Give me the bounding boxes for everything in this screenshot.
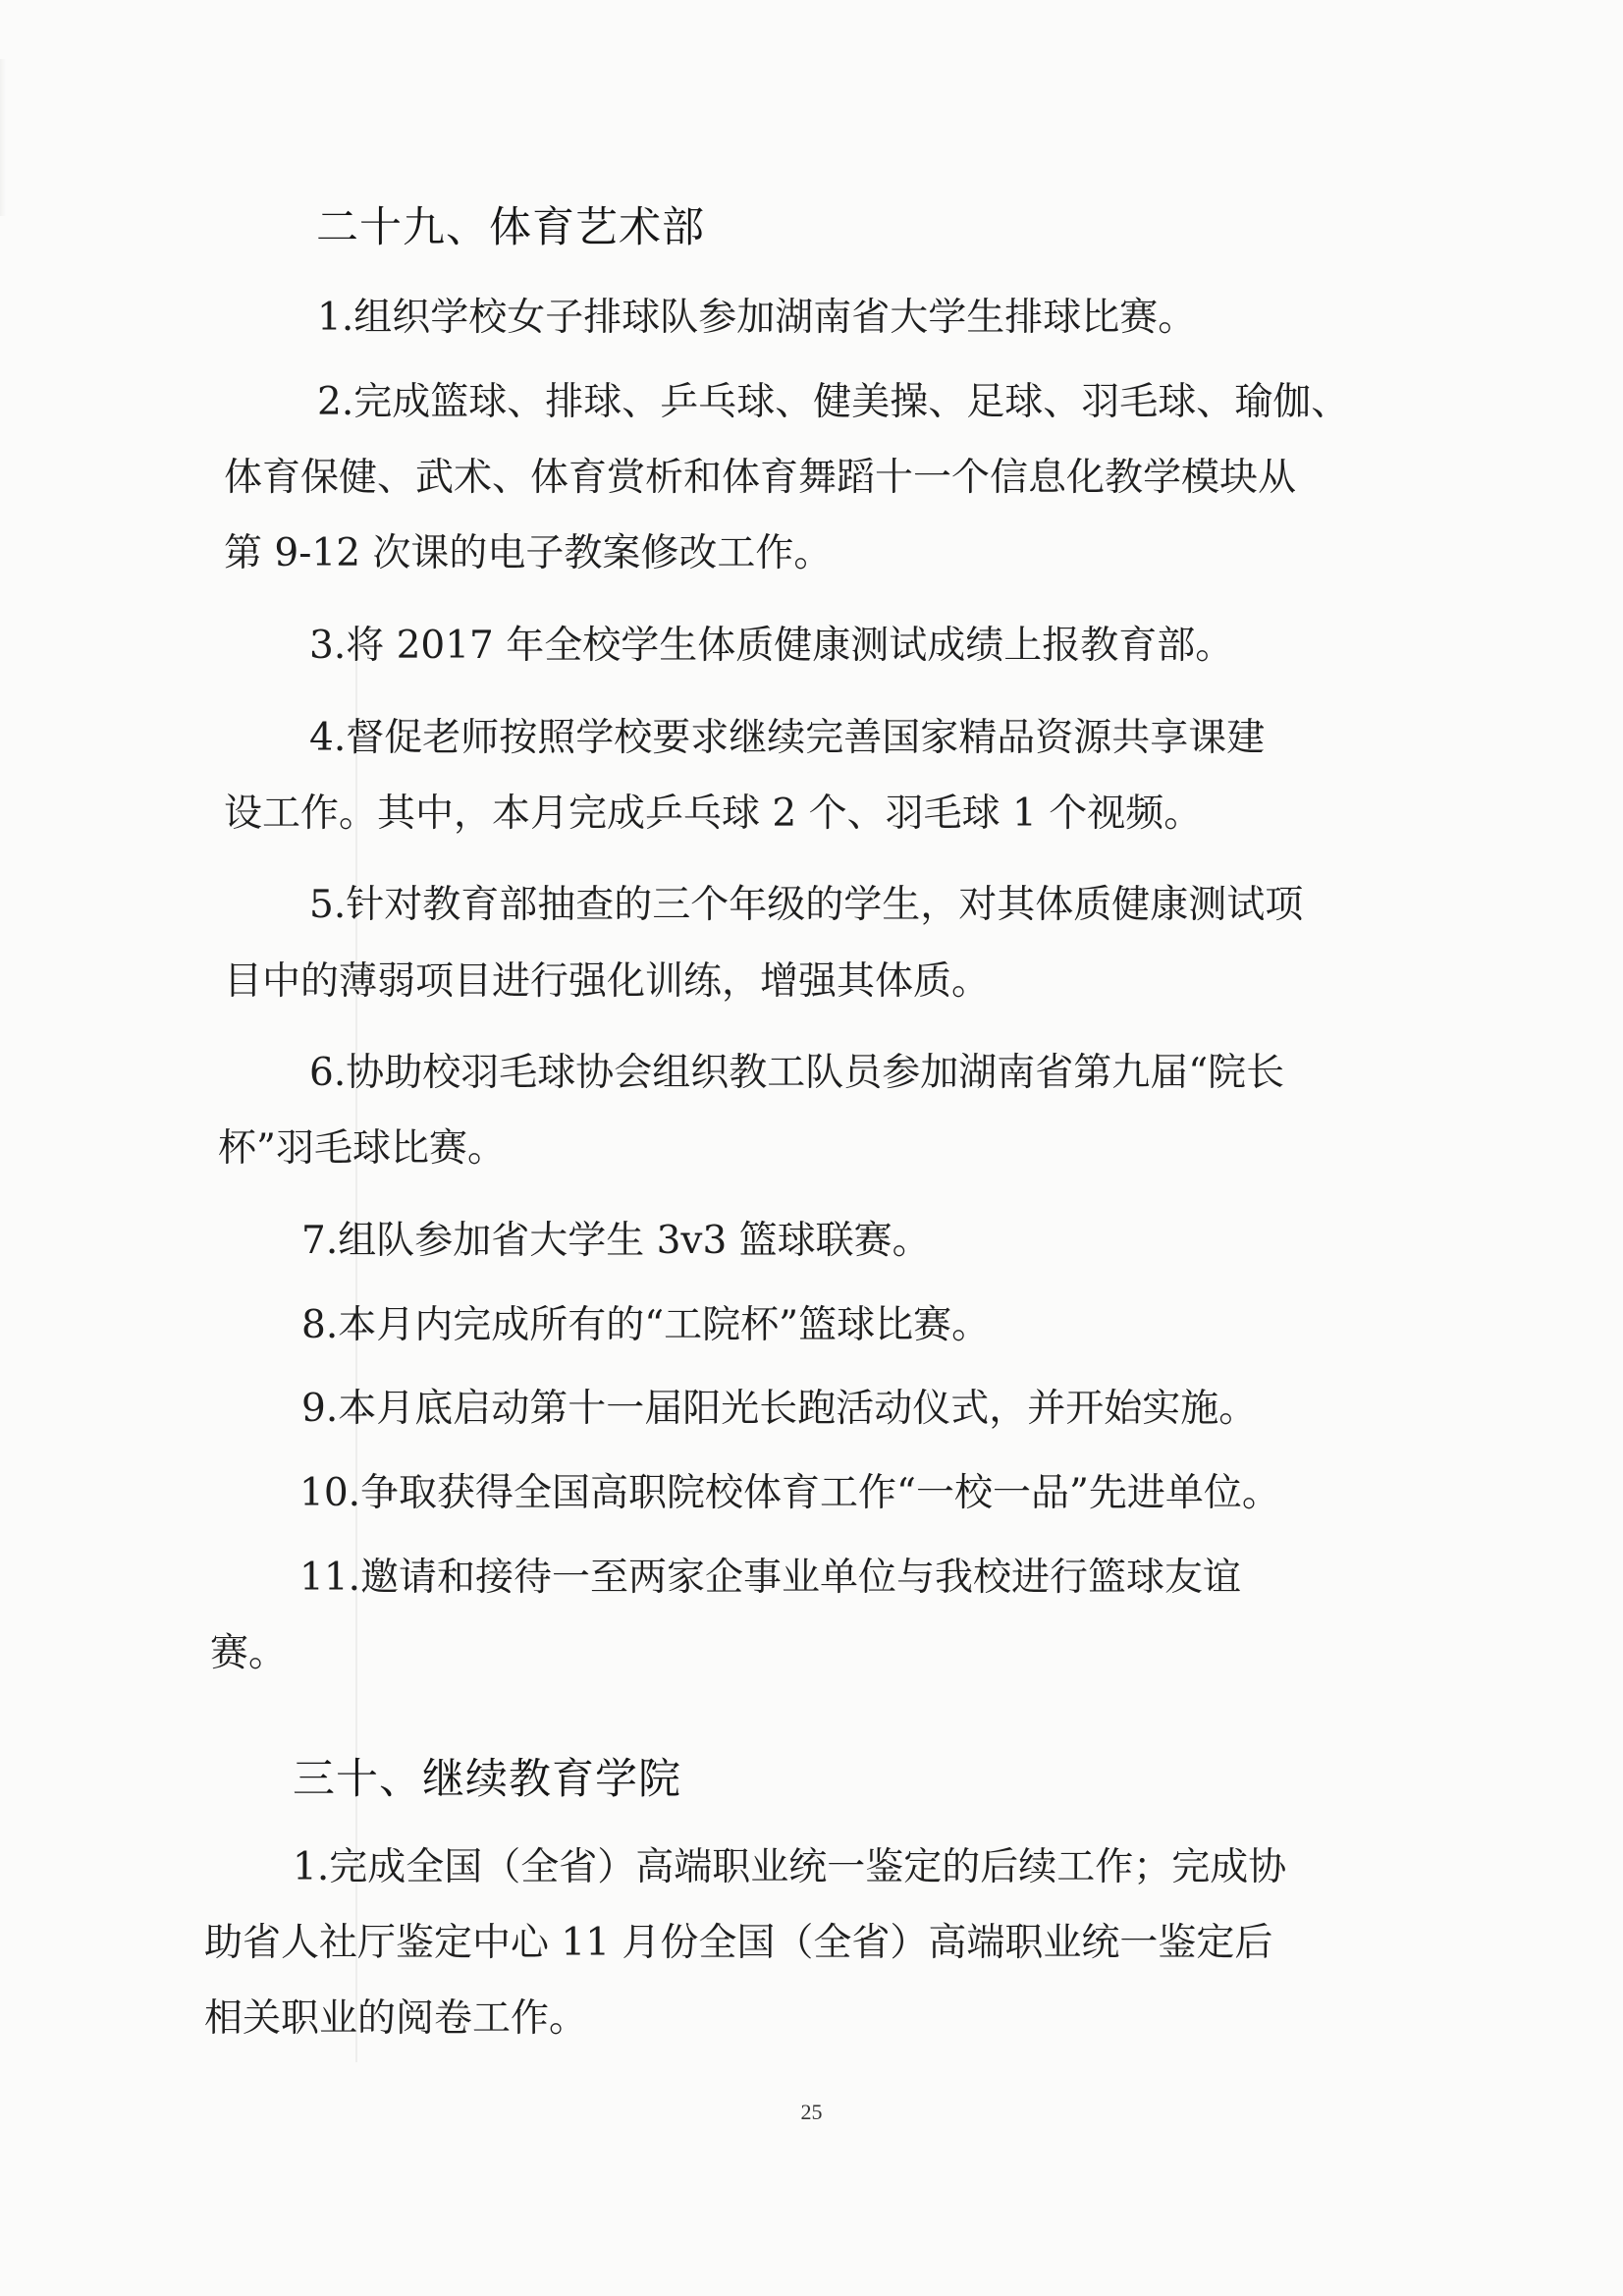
paragraph-line: 相关职业的阅卷工作。 (204, 1996, 588, 2041)
paragraph-line: 1.完成全国（全省）高端职业统一鉴定的后续工作；完成协 (293, 1845, 1287, 1889)
paragraph-line: 4.督促老师按照学校要求继续完善国家精品资源共享课建 (309, 716, 1266, 760)
paragraph-line: 1.组织学校女子排球队参加湖南省大学生排球比赛。 (317, 296, 1197, 340)
paragraph-line: 设工作。其中，本月完成乒乓球 2 个、羽毛球 1 个视频。 (224, 792, 1203, 836)
paragraph-line: 6.协助校羽毛球协会组织教工队员参加湖南省第九届“院长 (309, 1051, 1285, 1095)
paragraph-line: 7.组队参加省大学生 3v3 篮球联赛。 (301, 1219, 931, 1263)
paragraph-line: 5.针对教育部抽查的三个年级的学生，对其体质健康测试项 (309, 883, 1304, 927)
paragraph-line: 赛。 (210, 1631, 288, 1675)
scan-edge-artifact (0, 59, 6, 216)
paragraph-line: 目中的薄弱项目进行强化训练，增强其体质。 (224, 959, 991, 1004)
section-heading: 三十、继续教育学院 (293, 1755, 681, 1804)
paragraph-line: 第 9-12 次课的电子教案修改工作。 (224, 531, 833, 575)
paragraph-line: 10.争取获得全国高职院校体育工作“一校一品”先进单位。 (299, 1471, 1280, 1515)
paragraph-line: 助省人社厅鉴定中心 11 月份全国（全省）高端职业统一鉴定后 (204, 1921, 1273, 1965)
section-heading: 二十九、体育艺术部 (316, 203, 705, 252)
paragraph-line: 体育保健、武术、体育赏析和体育舞蹈十一个信息化教学模块从 (224, 456, 1297, 500)
paragraph-line: 11.邀请和接待一至两家企事业单位与我校进行篮球友谊 (299, 1556, 1242, 1600)
paragraph-line: 8.本月内完成所有的“工院杯”篮球比赛。 (301, 1303, 991, 1347)
paragraph-line: 2.完成篮球、排球、乒乓球、健美操、足球、羽毛球、瑜伽、 (317, 380, 1350, 424)
paragraph-line: 9.本月底启动第十一届阳光长跑活动仪式，并开始实施。 (301, 1387, 1258, 1431)
page-number: 25 (800, 2100, 823, 2124)
paragraph-line: 杯”羽毛球比赛。 (218, 1126, 506, 1171)
paragraph-line: 3.将 2017 年全校学生体质健康测试成绩上报教育部。 (309, 624, 1234, 668)
